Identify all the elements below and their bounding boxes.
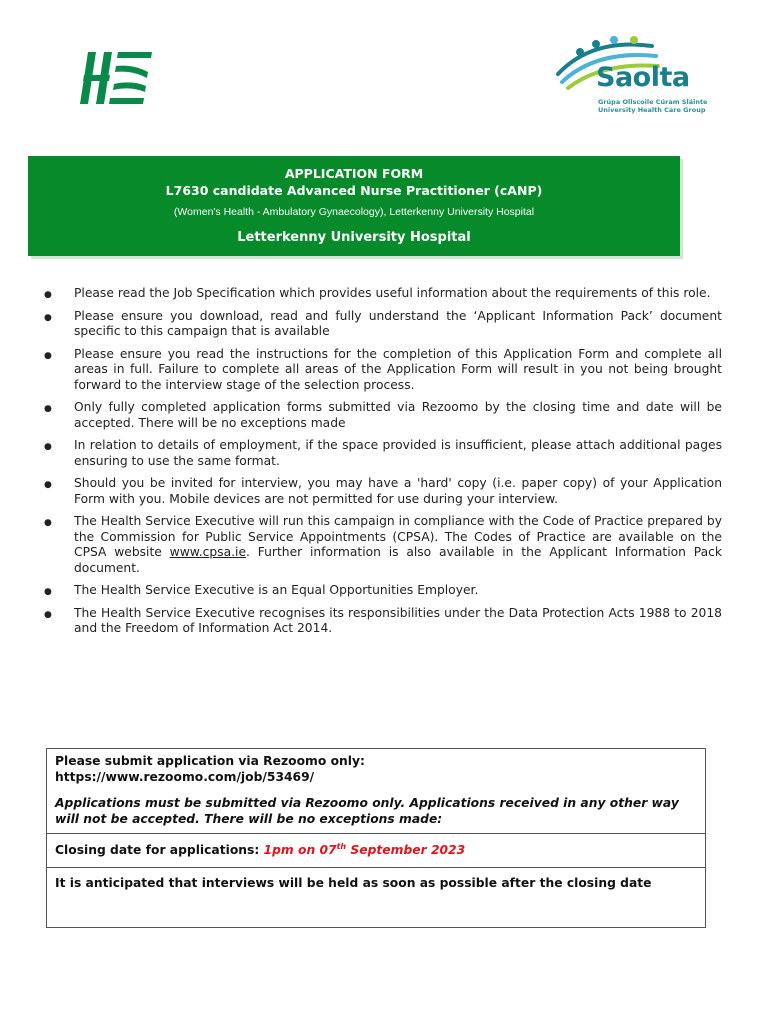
closing-date-section <box>47 833 705 868</box>
instructions-list <box>40 286 722 644</box>
closing-date: Closing date for applications: 1pm on 07th September 2023 <box>55 842 466 858</box>
list-item: ● Please read the Job Specification which provides useful information about the requirements of this role. <box>40 286 722 302</box>
list-item: ● In relation to details of employment, if the space provided is insufficient, please attach additional pages ensuring to use the same format. <box>44 438 722 468</box>
saolta-subtitle-english: University Health Care Group <box>598 106 706 114</box>
bullet-icon: ● <box>44 404 52 414</box>
form-title: APPLICATION FORM <box>284 166 424 181</box>
role-specialty: (Women's Health - Ambulatory Gynaecology), Letterkenny University Hospital <box>173 206 535 218</box>
submission-section <box>47 749 705 834</box>
rezoomo-url[interactable]: https://www.rezoomo.com/job/53469/ <box>55 770 315 784</box>
interviews-section <box>47 867 705 927</box>
bullet-icon: ● <box>44 312 52 323</box>
closing-date-value: 1pm on 07th September 2023 <box>263 842 466 858</box>
list-item: ● The Health Service Executive recognises its responsibilities under the Data Protection Acts 1988 to 2018 and the Freedom of Information Act 2014. <box>44 605 722 635</box>
list-item: ● The Health Service Executive will run this campaign in compliance with the Code of Practice prepared by the Commission for Public Service Appointments (CPSA). The Codes of Practice are available on the CPSA website www.cpsa.ie. Further information is also available in the Applicant Information Pack document. <box>44 514 722 575</box>
bullet-icon: ● <box>44 350 52 361</box>
submission-warning: Applications must be submitted via Rezoomo only. Applications received in any other way will not be accepted. There will be no exceptions made: <box>55 796 679 826</box>
list-item: ● Only fully completed application forms submitted via Rezoomo by the closing time and date will be accepted. There will be no exceptions made <box>44 400 722 430</box>
bullet-icon: ● <box>44 587 52 597</box>
saolta-subtitle-irish: Grúpa Ollscoile Cúram Sláinte <box>598 98 708 106</box>
hospital-name: Letterkenny University Hospital <box>237 230 471 245</box>
interviews-note: It is anticipated that interviews will be held as soon as possible after the closing date <box>55 876 652 890</box>
hse-logo <box>74 48 156 108</box>
list-item: ● Please ensure you download, read and fully understand the ‘Applicant Information Pack’ document specific to this campaign that is available <box>44 308 722 338</box>
list-item: ● The Health Service Executive is an Equal Opportunities Employer. <box>40 583 722 599</box>
role-title: L7630 candidate Advanced Nurse Practitioner (cANP) <box>165 183 543 198</box>
list-item: ● Please ensure you read the instructions for the completion of this Application Form and complete all areas in full. Failure to complete all areas of the Application Form will result in you not being brought forward to the interview stage of the selection process. <box>44 346 722 392</box>
title-banner <box>28 156 680 256</box>
submission-info-box <box>46 748 706 928</box>
list-item: ● Should you be invited for interview, you may have a 'hard' copy (i.e. paper copy) of your Application Form with you. Mobile devices are not permitted for use during your interview. <box>44 476 722 506</box>
submission-instructions: Please submit application via Rezoomo only: https://www.rezoomo.com/job/53469/ <box>55 754 365 784</box>
bullet-icon: ● <box>44 480 52 490</box>
saolta-logo-wordmark: Saolta <box>596 62 690 93</box>
bullet-icon: ● <box>44 609 52 620</box>
bullet-icon: ● <box>44 290 52 300</box>
bullet-icon: ● <box>44 518 52 528</box>
bullet-icon: ● <box>44 442 52 452</box>
cpsa-link[interactable]: www.cpsa.ie <box>169 545 247 559</box>
